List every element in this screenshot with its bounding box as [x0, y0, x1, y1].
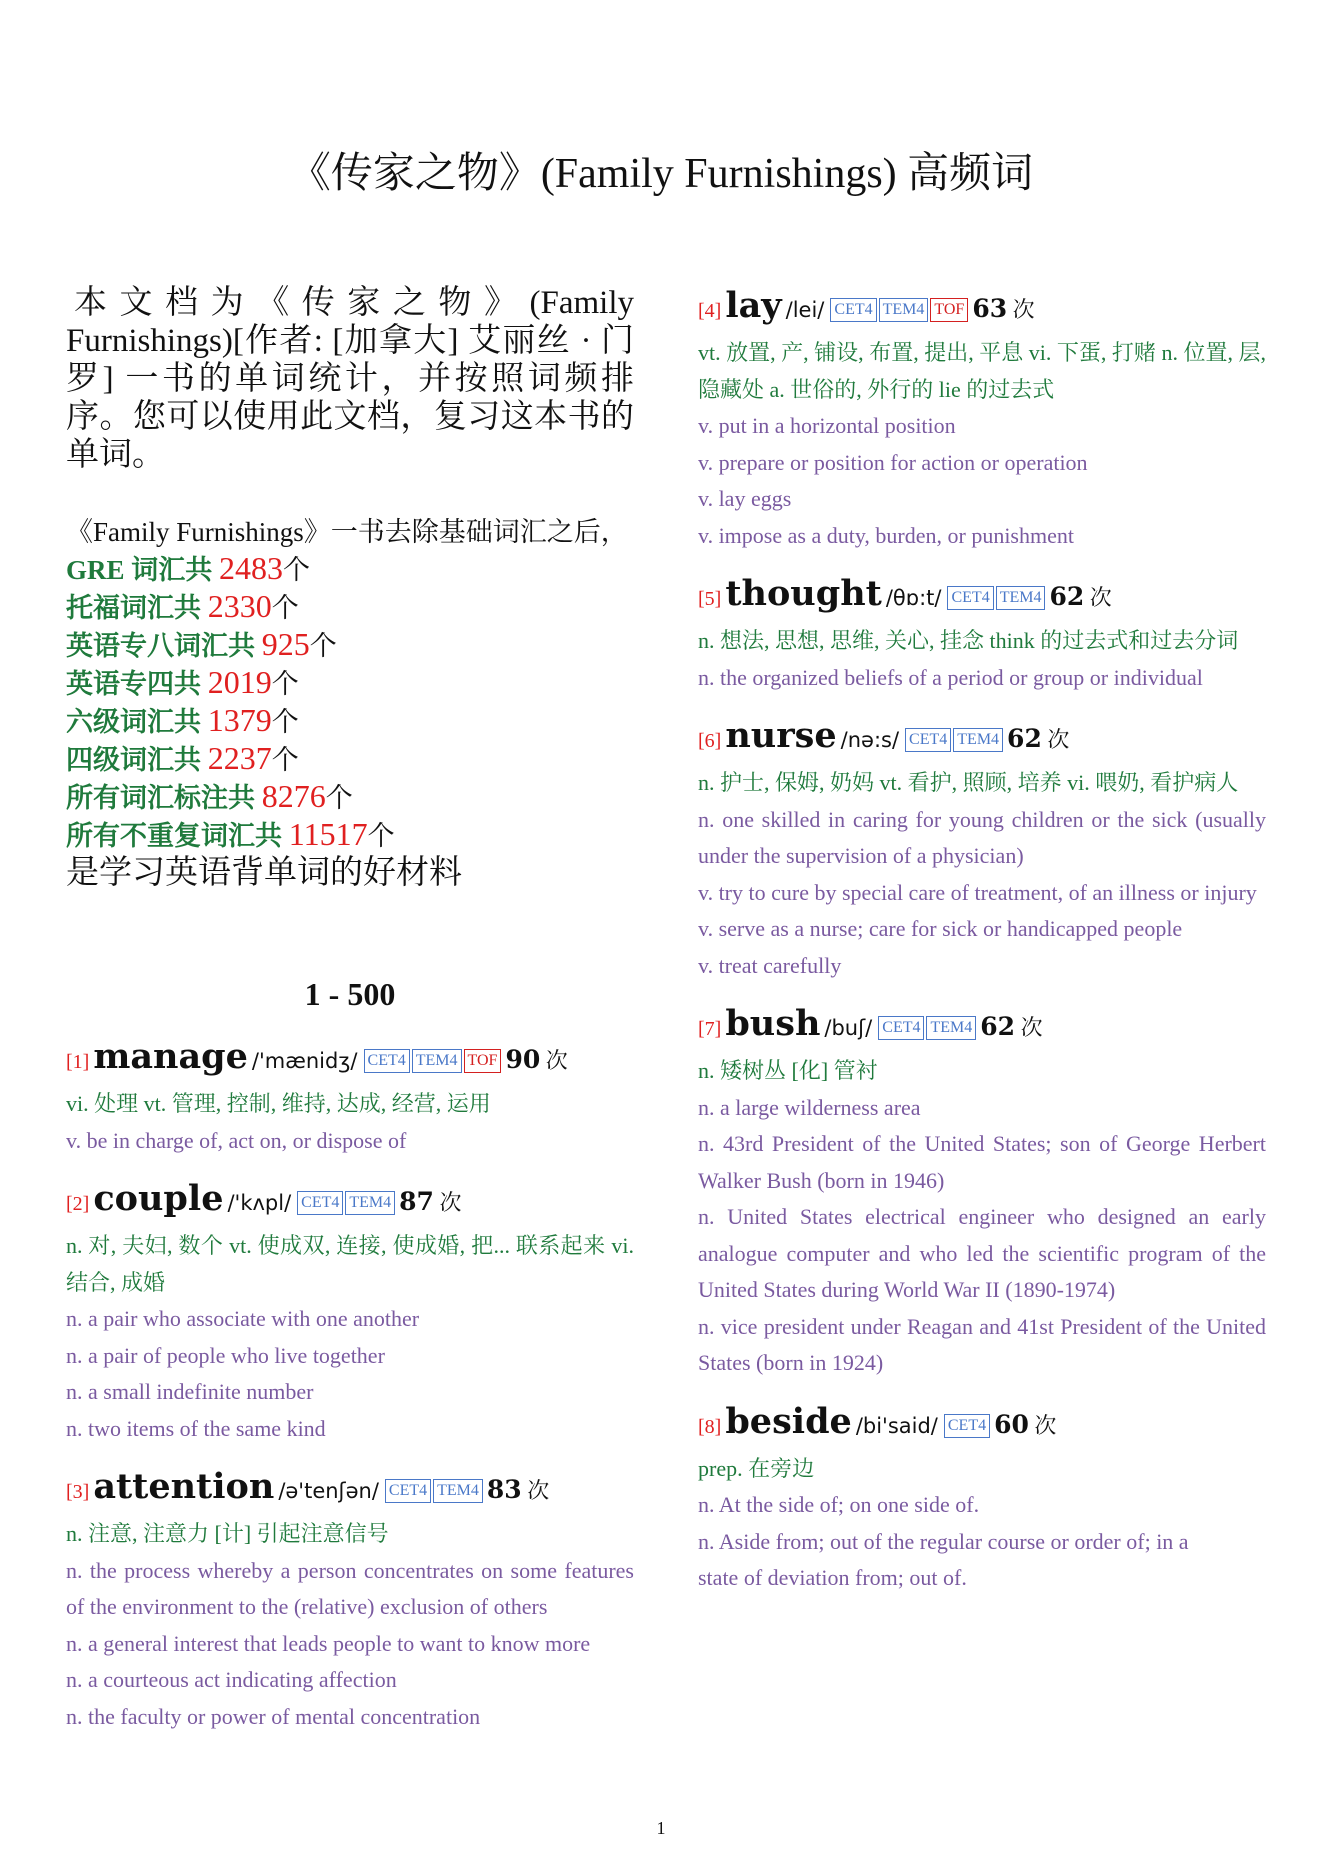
entry-index: [7] — [698, 1018, 722, 1040]
english-definition: n. the process whereby a person concentrates on some features of the environment to the (relative) exclusion of others — [66, 1557, 634, 1619]
headword: beside — [725, 1400, 852, 1442]
word-entry-couple — [66, 1177, 634, 1447]
stat-value: 1379 — [207, 702, 272, 738]
tag-badge: TEM4 — [412, 1049, 462, 1073]
entry-index: [3] — [66, 1481, 90, 1503]
left-column — [66, 284, 634, 1753]
headword: manage — [93, 1036, 248, 1077]
stat-line — [66, 702, 634, 740]
phonetic: /'kʌpl/ — [227, 1191, 292, 1215]
entry-head — [698, 1002, 1266, 1053]
frequency-unit: 次 — [540, 1048, 568, 1073]
tag-badge: CET4 — [947, 586, 993, 610]
entry-head — [66, 1035, 634, 1086]
entry-head — [698, 714, 1266, 765]
stats-tail: 是学习英语背单词的好材料 — [66, 855, 462, 891]
english-definition: v. put in a horizontal position — [698, 413, 956, 438]
english-definition: n. 43rd President of the United States; son of George Herbert Walker Bush (born in 1946) — [698, 1131, 1266, 1193]
phonetic: /ə'tenʃən/ — [278, 1479, 379, 1503]
english-definition: n. At the side of; on one side of. — [698, 1492, 980, 1517]
english-definition: v. lay eggs — [698, 486, 792, 511]
entry-head — [66, 1465, 634, 1516]
frequency-unit: 次 — [1007, 297, 1035, 322]
chinese-definition: prep. 在旁边 — [698, 1455, 815, 1481]
tag-badge: TEM4 — [996, 586, 1046, 610]
stats-list — [66, 550, 634, 854]
entry-head — [698, 284, 1266, 335]
tag-badge: TEM4 — [953, 728, 1003, 752]
tag-badge: TOF — [464, 1049, 502, 1073]
entry-index: [6] — [698, 730, 722, 752]
frequency-count: 63 — [972, 294, 1008, 323]
stat-unit: 个 — [367, 821, 395, 851]
frequency-unit: 次 — [1028, 1412, 1057, 1438]
english-definition: n. a small indefinite number — [66, 1379, 314, 1404]
chinese-definition: n. 护士, 保姆, 奶妈 vt. 看护, 照顾, 培养 vi. 喂奶, 看护病人 — [698, 770, 1239, 795]
english-definition: n. the faculty or power of mental concentration — [66, 1703, 481, 1729]
stat-value: 2237 — [207, 740, 272, 776]
stat-unit: 个 — [271, 593, 299, 623]
frequency-count: 60 — [994, 1409, 1029, 1439]
stat-unit: 个 — [283, 555, 311, 585]
stat-line — [66, 550, 634, 588]
stat-label: 英语专八词汇共 — [66, 631, 262, 661]
frequency-unit: 次 — [1015, 1015, 1043, 1040]
entry-index: [8] — [698, 1415, 722, 1438]
tag-badge: CET4 — [905, 728, 951, 752]
tag-badge: TEM4 — [926, 1016, 976, 1040]
entry-head — [66, 1177, 634, 1228]
tag-badge: CET4 — [364, 1049, 410, 1073]
headword: thought — [725, 573, 882, 614]
chinese-definition: vt. 放置, 产, 铺设, 布置, 提出, 平息 vi. 下蛋, 打赌 n. 位置, 层, 隐藏处 a. 世俗的, 外行的 lie 的过去式 — [698, 340, 1266, 402]
entry-head — [698, 1400, 1266, 1451]
stat-unit: 个 — [325, 783, 353, 813]
stat-label: 四级词汇共 — [66, 745, 208, 775]
english-definition: v. try to cure by special care of treatment, of an illness or injury — [698, 879, 1257, 905]
stat-label: GRE 词汇共 — [66, 555, 220, 585]
tag-badge: TEM4 — [345, 1191, 395, 1215]
english-definition: v. serve as a nurse; care for sick or handicapped people — [698, 916, 1183, 941]
stat-unit: 个 — [271, 707, 299, 737]
chinese-definition: n. 注意, 注意力 [计] 引起注意信号 — [66, 1521, 389, 1546]
english-definition: n. vice president under Reagan and 41st President of the United States (born in 1924) — [698, 1313, 1266, 1375]
chinese-definition: vi. 处理 vt. 管理, 控制, 维持, 达成, 经营, 运用 — [66, 1091, 491, 1116]
word-entry-attention — [66, 1465, 634, 1735]
stat-label: 英语专四共 — [66, 669, 208, 699]
english-definition: n. a pair who associate with one another — [66, 1306, 420, 1331]
stat-unit: 个 — [309, 631, 337, 661]
stat-value: 2483 — [219, 550, 284, 586]
entry-index: [2] — [66, 1193, 90, 1215]
word-entry-thought — [698, 572, 1266, 696]
stat-line — [66, 740, 634, 778]
tag-badge: TEM4 — [433, 1479, 483, 1503]
word-entry-bush — [698, 1002, 1266, 1382]
stat-unit: 个 — [271, 745, 299, 775]
chinese-definition: n. 矮树丛 [化] 管衬 — [698, 1058, 878, 1083]
word-entry-manage — [66, 1035, 634, 1159]
tag-badge: CET4 — [830, 298, 876, 322]
phonetic: /bi'said/ — [855, 1413, 938, 1438]
chinese-definition: n. 想法, 思想, 思维, 关心, 挂念 think 的过去式和过去分词 — [698, 628, 1239, 653]
english-definition: n. Aside from; out of the regular course or order of; in a — [698, 1528, 1189, 1554]
page-number: 1 — [656, 1818, 666, 1838]
frequency-unit: 次 — [433, 1190, 462, 1215]
stat-value: 925 — [261, 626, 310, 662]
stat-line — [66, 664, 634, 702]
stat-line — [66, 778, 634, 816]
stat-label: 六级词汇共 — [66, 707, 208, 737]
phonetic: /nə:s/ — [840, 728, 900, 752]
stat-value: 2330 — [207, 588, 272, 624]
english-definition: n. a courteous act indicating affection — [66, 1667, 397, 1692]
range-heading: 1 - 500 — [304, 976, 396, 1012]
entry-head — [698, 572, 1266, 623]
phonetic: /lei/ — [785, 298, 825, 322]
frequency-unit: 次 — [1041, 727, 1070, 752]
tag-badge: CET4 — [878, 1016, 924, 1040]
word-entry-beside — [698, 1400, 1266, 1597]
word-entry-lay — [698, 284, 1266, 554]
intro-paragraph: 本文档为《传家之物》(Family Furnishings)[作者: [加拿大] 艾丽丝 · 门罗] 一书的单词统计，并按照词频排序。您可以使用此文档，复习这本书的单词。 — [66, 285, 634, 473]
right-column — [698, 284, 1266, 1615]
english-definition: n. two items of the same kind — [66, 1415, 326, 1441]
stat-value: 2019 — [207, 664, 272, 700]
headword: lay — [725, 285, 782, 326]
tag-badge: TEM4 — [879, 298, 929, 322]
tag-badge: CET4 — [944, 1414, 990, 1438]
frequency-unit: 次 — [521, 1478, 550, 1503]
english-definition: state of deviation from; out of. — [698, 1565, 967, 1590]
entry-index: [1] — [66, 1051, 90, 1073]
stat-label: 托福词汇共 — [66, 593, 208, 623]
chinese-definition: n. 对, 夫妇, 数个 vt. 使成双, 连接, 使成婚, 把... 联系起来 vi. 结合, 成婚 — [66, 1233, 634, 1295]
headword: nurse — [725, 715, 837, 756]
english-definition: v. be in charge of, act on, or dispose of — [66, 1127, 407, 1153]
stat-label: 所有不重复词汇共 — [66, 821, 289, 851]
english-definition: v. impose as a duty, burden, or punishment — [698, 522, 1074, 548]
stat-value: 11517 — [288, 816, 368, 852]
tag-badge: CET4 — [385, 1479, 431, 1503]
entry-index: [4] — [698, 300, 722, 322]
phonetic: /θɒ:t/ — [885, 586, 942, 610]
frequency-count: 87 — [399, 1187, 434, 1216]
frequency-count: 62 — [980, 1012, 1016, 1041]
phonetic: /buʃ/ — [824, 1016, 873, 1040]
frequency-count: 90 — [505, 1045, 541, 1074]
english-definition: n. the organized beliefs of a period or group or individual — [698, 664, 1203, 690]
english-definition: n. United States electrical engineer who designed an early analogue computer and who led the scientific program of the United States during World War II (1890-1974) — [698, 1204, 1266, 1302]
english-definition: v. treat carefully — [698, 952, 842, 978]
frequency-count: 83 — [486, 1475, 522, 1504]
stat-line — [66, 626, 634, 664]
entry-index: [5] — [698, 588, 722, 610]
stat-unit: 个 — [271, 669, 299, 699]
tag-badge: CET4 — [297, 1191, 343, 1215]
frequency-unit: 次 — [1084, 585, 1112, 610]
tag-badge: TOF — [930, 298, 968, 322]
stat-value: 8276 — [261, 778, 326, 814]
phonetic: /'mænidʒ/ — [251, 1049, 358, 1073]
stat-label: 所有词汇标注共 — [66, 783, 262, 813]
frequency-count: 62 — [1049, 582, 1085, 611]
english-definition: n. a pair of people who live together — [66, 1342, 385, 1368]
english-definition: n. one skilled in caring for young children or the sick (usually under the supervision of a physician) — [698, 806, 1266, 868]
stats-lead: 《Family Furnishings》一书去除基础词汇之后， — [66, 517, 628, 547]
headword: attention — [93, 1466, 275, 1507]
english-definition: n. a general interest that leads people to want to know more — [66, 1630, 591, 1656]
page-title: 《传家之物》(Family Furnishings) 高频词 — [288, 151, 1034, 197]
word-entry-nurse — [698, 714, 1266, 984]
stat-line — [66, 816, 634, 854]
frequency-count: 62 — [1007, 724, 1042, 753]
headword: couple — [93, 1178, 224, 1219]
headword: bush — [725, 1003, 821, 1044]
stat-line — [66, 588, 634, 626]
english-definition: v. prepare or position for action or operation — [698, 449, 1088, 475]
english-definition: n. a large wilderness area — [698, 1094, 921, 1120]
